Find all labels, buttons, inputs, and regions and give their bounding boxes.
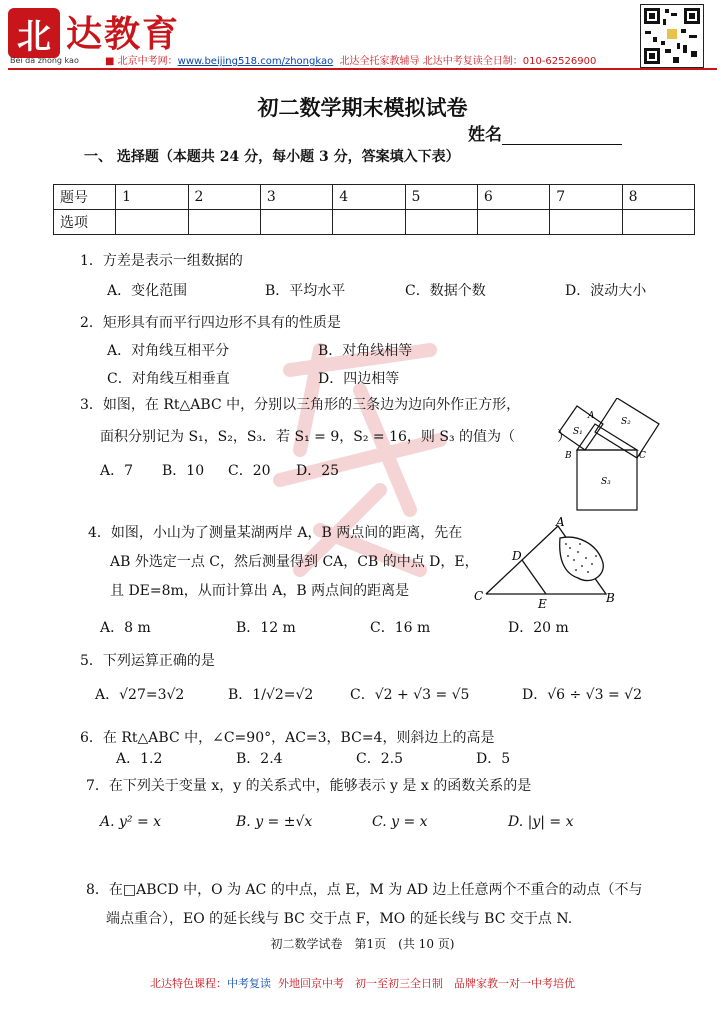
fig-label-s1: S₁: [573, 427, 583, 437]
q5-option-c: C．√2 + √3 = √5: [350, 687, 470, 703]
q3-option-b: B．10: [162, 463, 205, 479]
table-row: [54, 210, 695, 235]
promo-prefix: 北达特色课程：: [150, 977, 227, 990]
answer-cell[interactable]: [260, 210, 332, 235]
fig-label-a: A: [588, 411, 595, 421]
table-cell: 7: [550, 185, 622, 210]
fig-label-s3: S₃: [601, 477, 611, 487]
header-suffix: 北达全托家教辅导 北达中考复读全日制：010-62526900: [339, 56, 597, 67]
section-heading: 一、 选择题（本题共 24 分，每小题 3 分，答案填入下表）: [84, 149, 460, 165]
answer-cell[interactable]: [116, 210, 188, 235]
q4-option-c: C．16 m: [370, 620, 431, 636]
q7-option-a: A. y² = x: [100, 814, 162, 830]
fig-label-d: D: [512, 549, 522, 563]
table-cell: 2: [188, 185, 260, 210]
page-footer: 初二数学试卷 第1页 (共 10 页): [270, 937, 455, 951]
q2-option-b: B．对角线相等: [318, 343, 413, 359]
q1-option-d: D．波动大小: [565, 283, 647, 299]
exam-title: 初二数学期末模拟试卷: [257, 95, 468, 120]
q4-option-b: B．12 m: [236, 620, 296, 636]
answer-cell[interactable]: [477, 210, 549, 235]
question-3-stem-2: 面积分别记为 S₁，S₂，S₃．若 S₁ = 9，S₂ = 16，则 S₃ 的值为（ ）: [100, 429, 572, 445]
question-8-stem: 8．在□ABCD 中，O 为 AC 的中点，点 E，M 为 AD 边上任意两个不重合的动点（不与: [86, 882, 643, 898]
q4-option-d: D．20 m: [508, 620, 569, 636]
q7-option-c: C. y = x: [372, 814, 428, 830]
table-cell: 8: [622, 185, 694, 210]
q2-option-a: A．对角线互相平分: [107, 343, 230, 359]
q2-option-c: C．对角线互相垂直: [107, 371, 230, 387]
question-4-stem: 4．如图，小山为了测量某湖两岸 A，B 两点间的距离，先在: [88, 525, 463, 541]
q5-option-b: B．1/√2=√2: [228, 687, 314, 703]
q6-option-c: C．2.5: [356, 751, 403, 767]
header-contact-line: [105, 52, 596, 67]
q1-option-b: B．平均水平: [265, 283, 346, 299]
fig-label-a: A: [556, 516, 565, 529]
fig-label-c: C: [474, 589, 484, 603]
name-field: [468, 120, 622, 145]
name-blank[interactable]: [502, 128, 622, 145]
fig-label-b: B: [565, 451, 572, 461]
fig-label-e: E: [538, 597, 547, 611]
q1-option-a: A．变化范围: [107, 283, 188, 299]
answer-table: [53, 184, 695, 235]
header-divider: [8, 68, 717, 70]
promo-item: 中考复读: [227, 977, 271, 990]
table-cell: 3: [260, 185, 332, 210]
answer-cell[interactable]: [622, 210, 694, 235]
q7-option-d: D. |y| = x: [508, 814, 574, 830]
table-cell: 选项: [54, 210, 116, 235]
table-cell: 题号: [54, 185, 116, 210]
q3-option-d: D．25: [296, 463, 340, 479]
header-url-link[interactable]: www.beijing518.com/zhongkao: [177, 56, 334, 67]
q5-option-d: D．√6 ÷ √3 = √2: [522, 687, 642, 703]
qr-code-icon: [640, 4, 704, 68]
question-4-stem-2: AB 外选定一点 C，然后测量得到 CA，CB 的中点 D，E，: [110, 554, 479, 570]
answer-cell[interactable]: [188, 210, 260, 235]
q5-option-a: A．√27=3√2: [95, 687, 185, 703]
q6-option-a: A．1.2: [116, 751, 163, 767]
q3-option-a: A．7: [100, 463, 134, 479]
fig-label-b: B: [606, 591, 615, 605]
promo-rest: 外地回京中考 初一至初三全日制 品牌家教一对一中考培优: [278, 977, 575, 990]
question-8-stem-2: 端点重合），EO 的延长线与 BC 交于点 F，MO 的延长线与 BC 交于点 N.: [106, 911, 573, 927]
question-2-stem: 2．矩形具有而平行四边形不具有的性质是: [80, 315, 341, 331]
q3-squares-figure: [555, 398, 675, 514]
q4-option-a: A．8 m: [100, 620, 151, 636]
fig-label-c: C: [639, 451, 646, 461]
q4-lake-figure: [470, 516, 620, 612]
table-cell: 4: [333, 185, 405, 210]
answer-cell[interactable]: [550, 210, 622, 235]
question-6-stem: 6．在 Rt△ABC 中，∠C=90°，AC=3，BC=4，则斜边上的高是: [80, 730, 495, 746]
q1-option-c: C．数据个数: [405, 283, 486, 299]
question-7-stem: 7．在下列关于变量 x，y 的关系式中，能够表示 y 是 x 的函数关系的是: [86, 778, 532, 794]
header-prefix: ■ 北京中考网：: [105, 56, 178, 67]
answer-cell[interactable]: [333, 210, 405, 235]
q7-option-b: B. y = ±√x: [236, 814, 313, 830]
q3-option-c: C．20: [228, 463, 271, 479]
table-cell: 1: [116, 185, 188, 210]
fig-label-s2: S₂: [621, 417, 631, 427]
name-label: 姓名: [468, 125, 502, 145]
q2-option-d: D．四边相等: [318, 371, 400, 387]
table-row: [54, 185, 695, 210]
question-4-stem-3: 且 DE=8m，从而计算出 A，B 两点间的距离是: [110, 583, 410, 599]
logo-subtitle: Bei da zhong kao: [10, 56, 79, 65]
q6-option-b: B．2.4: [236, 751, 283, 767]
question-1-stem: 1．方差是表示一组数据的: [80, 253, 243, 269]
promo-line: [0, 975, 725, 991]
logo-text: 达教育: [66, 14, 181, 55]
table-cell: 5: [405, 185, 477, 210]
answer-cell[interactable]: [405, 210, 477, 235]
table-cell: 6: [477, 185, 549, 210]
question-3-stem: 3．如图，在 Rt△ABC 中，分别以三角形的三条边为边向外作正方形，: [80, 397, 521, 413]
question-5-stem: 5．下列运算正确的是: [80, 653, 215, 669]
logo-mark: 北: [8, 8, 60, 58]
q6-option-d: D．5: [476, 751, 511, 767]
